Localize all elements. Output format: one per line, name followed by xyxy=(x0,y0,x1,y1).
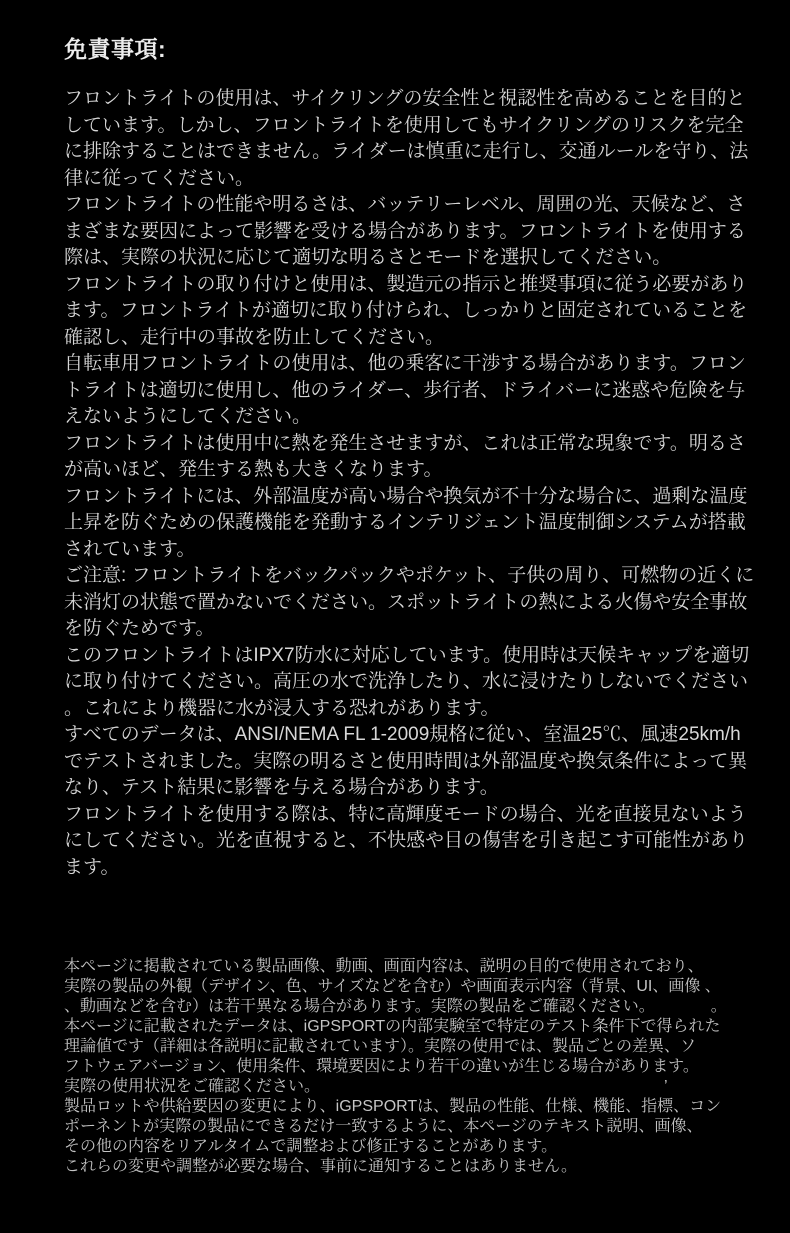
disclaimer-paragraph: フロントライトは使用中に熱を発生させますが、これは正常な現象です。明るさ が高いほど、発生する熱も大きくなります。 xyxy=(64,432,746,480)
footer-note-paragraph: 本ページに記載されたデータは、iGPSPORTの内部実験室で特定のテスト条件下で得られた 理論値です（詳細は各説明に記載されています）。実際の使用では、製品ごとの差異、ソ フトウェアバージョン、使用条件、環境要因により若干の違いが生じる場合があります。 実際の使用状況をご確認ください。 ’ xyxy=(64,1018,721,1095)
disclaimer-section xyxy=(64,86,770,881)
footer-note-paragraph: 製品ロットや供給要因の変更により、iGPSPORTは、製品の性能、仕様、機能、指標、コン ポーネントが実際の製品にできるだけ一致するように、本ページのテキスト説明、画像、 その他の内容をリアルタイムで調整および修正することがあります。 xyxy=(64,1098,722,1155)
footer-note-paragraph: これらの変更や調整が必要な場合、事前に通知することはありません。 xyxy=(64,1158,577,1175)
disclaimer-paragraph: フロントライトを使用する際は、特に高輝度モードの場合、光を直接見ないよう にしてください。光を直視すると、不快感や目の傷害を引き起こす可能性があり ます。 xyxy=(64,803,749,878)
disclaimer-paragraph: 自転車用フロントライトの使用は、他の乗客に干渉する場合があります。フロン トライトは適切に使用し、他のライダー、歩行者、ドライバーに迷惑や危険を与 えないようにしてください。 xyxy=(64,353,746,427)
footer-notes-section xyxy=(64,957,770,1177)
disclaimer-paragraph: フロントライトには、外部温度が高い場合や換気が不十分な場合に、過剰な温度 上昇を防ぐための保護機能を発動するインテリジェント温度制御システムが搭載 されています。 xyxy=(64,485,748,560)
disclaimer-paragraph: このフロントライトはIPX7防水に対応しています。使用時は天候キャップを適切 に取り付けてください。高圧の水で洗浄したり、水に浸けたりしないでください 。これにより機器に水が浸入する恐れがあります。 xyxy=(64,644,750,719)
page-title: 免責事項: xyxy=(64,36,167,62)
disclaimer-paragraph: すべてのデータは、ANSI/NEMA FL 1-2009規格に従い、室温25℃、風速25km/h でテストされました。実際の明るさと使用時間は外部温度や換気条件によって異 なり、テスト結果に影響を与える場合があります。 xyxy=(64,724,748,798)
disclaimer-paragraph: ご注意: フロントライトをバックパックやポケット、子供の周り、可燃物の近くに 未消灯の状態で置かないでください。スポットライトの熱による火傷や安全事故 を防ぐためです。 xyxy=(64,565,755,639)
footer-note-paragraph: 本ページに掲載されている製品画像、動画、画面内容は、説明の目的で使用されており、 実際の製品の外観（デザイン、色、サイズなどを含む）や画面表示内容（背景、UI、画像 、 、動画などを含む）は若干異なる場合があります。実際の製品をご確認ください。 。 xyxy=(64,958,727,1015)
disclaimer-paragraph: フロントライトの使用は、サイクリングの安全性と視認性を高めることを目的と しています。しかし、フロントライトを使用してもサイクリングのリスクを完全 に排除することはできません。ライダーは慎重に走行し、交通ルールを守り、法 律に従ってください。 xyxy=(64,88,749,189)
disclaimer-paragraph: フロントライトの性能や明るさは、バッテリーレベル、周囲の光、天候など、さ まざまな要因によって影響を受ける場合があります。フロントライトを使用する 際は、実際の状況に応じて適切な明るさとモードを選択してください。 xyxy=(64,194,746,268)
disclaimer-paragraph: フロントライトの取り付けと使用は、製造元の指示と推奨事項に従う必要があり ます。フロントライトが適切に取り付けられ、しっかりと固定されていることを 確認し、走行中の事故を防止してください。 xyxy=(64,273,748,348)
